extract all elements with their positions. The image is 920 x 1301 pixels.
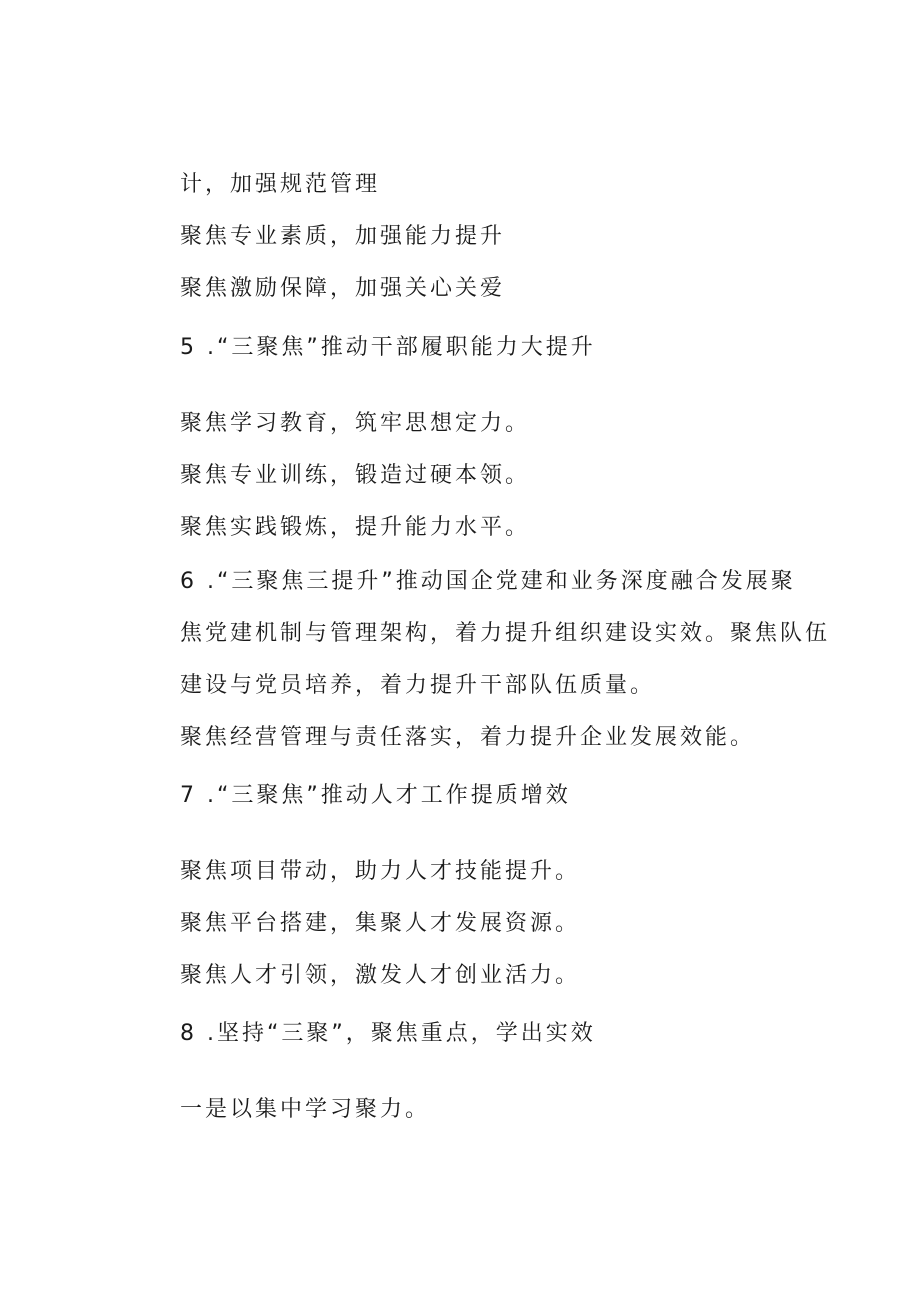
text-line: 聚焦实践锻炼，提升能力水平。 [180,515,531,540]
text-line: 计，加强规范管理 [180,172,381,197]
section-heading: 5 .“三聚焦”推动干部履职能力大提升 [180,335,596,360]
text-line: 聚焦人才引领，激发人才创业活力。 [180,963,581,988]
text-line: 聚焦激励保障，加强关心关爱 [180,276,506,301]
section-heading: 6 .“三聚焦三提升”推动国企党建和业务深度融合发展聚 [180,569,796,594]
text-line: 聚焦学习教育，筑牢思想定力。 [180,411,531,436]
text-line: 建设与党员培养，着力提升干部队伍质量。 [180,673,656,698]
text-line: 聚焦平台搭建，集聚人才发展资源。 [180,911,581,936]
section-heading: 7 .“三聚焦”推动人才工作提质增效 [180,783,571,808]
text-line: 聚焦专业训练，锻造过硬本领。 [180,463,531,488]
text-line: 聚焦经营管理与责任落实，着力提升企业发展效能。 [180,725,756,750]
text-line: 焦党建机制与管理架构，着力提升组织建设实效。聚焦队伍 [180,621,831,646]
section-heading: 8 .坚持“三聚”，聚焦重点，学出实效 [180,1021,596,1046]
text-line: 一是以集中学习聚力。 [180,1097,431,1122]
text-line: 聚焦专业素质，加强能力提升 [180,224,506,249]
text-line: 聚焦项目带动，助力人才技能提升。 [180,859,581,884]
